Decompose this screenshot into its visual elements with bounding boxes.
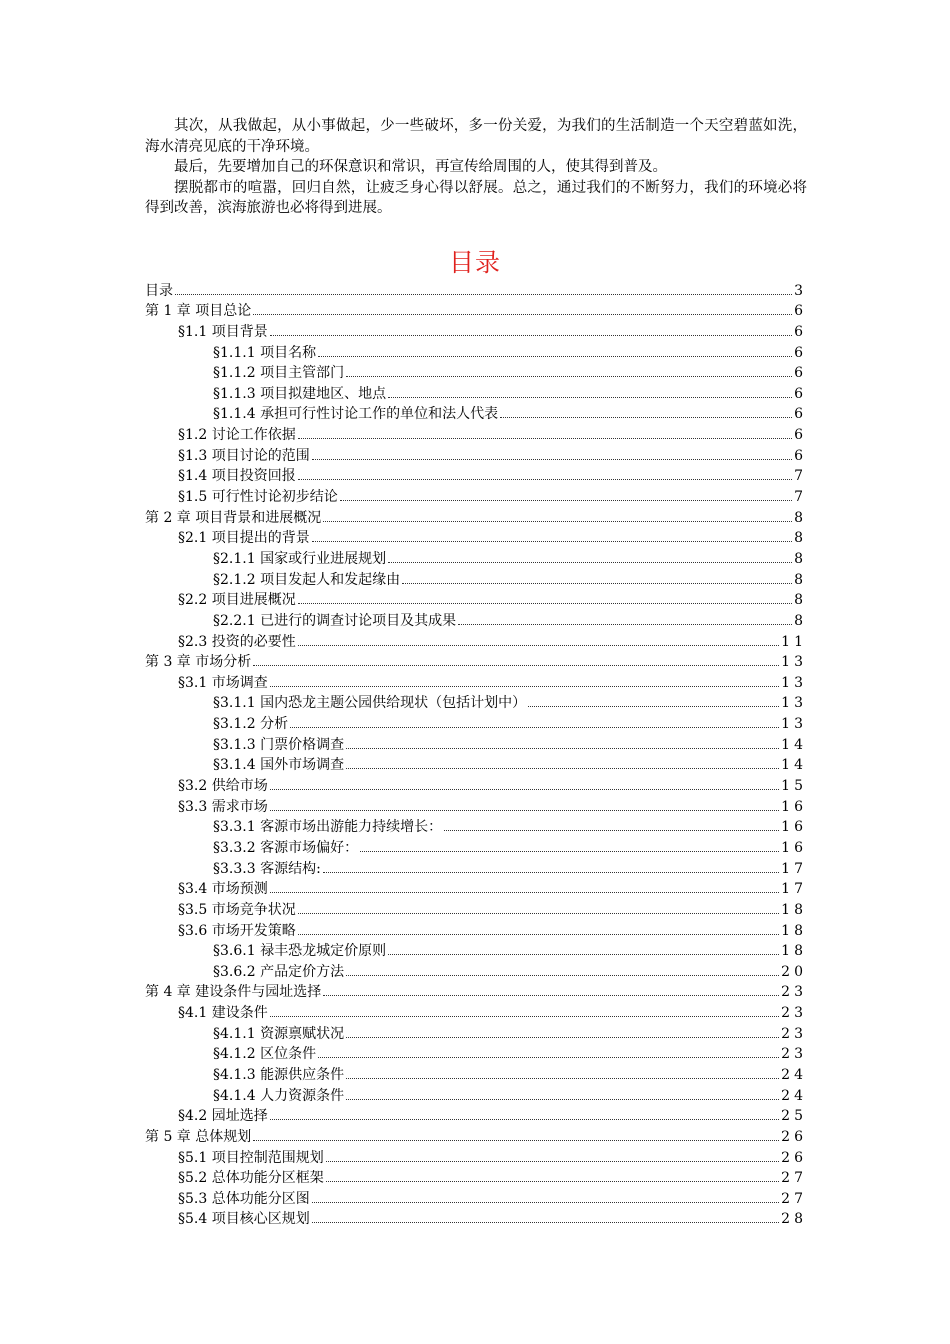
toc-page-number: 24 (781, 1087, 807, 1104)
toc-entry[interactable] (145, 1022, 807, 1043)
dot-leader (312, 1221, 779, 1223)
toc-page-number: 23 (781, 1046, 807, 1063)
dot-leader (312, 458, 792, 460)
toc-entry[interactable] (145, 403, 807, 424)
dot-leader (346, 1036, 779, 1038)
toc-page-number: 27 (781, 1170, 807, 1187)
dot-leader (290, 726, 779, 728)
dot-leader (340, 499, 792, 501)
toc-entry-label: 第 1 章 项目总论 (145, 303, 252, 320)
toc-entry-label: §4.1.4 人力资源条件 (213, 1087, 345, 1104)
toc-page-number: 24 (781, 1066, 807, 1083)
toc-page-number: 7 (794, 468, 807, 485)
toc-entry-label: §2.1.2 项目发起人和发起缘由 (213, 571, 401, 588)
dot-leader (298, 478, 792, 480)
toc-entry[interactable] (145, 1105, 807, 1126)
toc-entry-label: §4.1.2 区位条件 (213, 1046, 317, 1063)
toc-page-number: 13 (781, 654, 807, 671)
toc-page-number: 26 (781, 1128, 807, 1145)
dot-leader (346, 974, 779, 976)
dot-leader (318, 355, 792, 357)
toc-entry[interactable] (145, 919, 807, 940)
dot-leader (270, 1118, 779, 1120)
dot-leader (318, 1056, 779, 1058)
toc-entry-label: §1.2 讨论工作依据 (178, 427, 296, 444)
dot-leader (444, 829, 779, 831)
toc-page-number: 6 (794, 385, 807, 402)
dot-leader (346, 767, 779, 769)
toc-page-number: 6 (794, 323, 807, 340)
toc-entry-label: §2.2 项目进展概况 (178, 592, 296, 609)
toc-page-number: 6 (794, 365, 807, 382)
toc-entry-label: §5.4 项目核心区规划 (178, 1211, 310, 1228)
toc-entry[interactable] (145, 527, 807, 548)
toc-page-number: 17 (781, 881, 807, 898)
dot-leader (270, 891, 779, 893)
toc-page-number: 26 (781, 1149, 807, 1166)
toc-page-number: 14 (781, 757, 807, 774)
toc-entry[interactable] (145, 878, 807, 899)
table-of-contents (145, 279, 807, 1228)
toc-entry[interactable] (145, 341, 807, 362)
toc-page-number: 18 (781, 901, 807, 918)
toc-entry[interactable] (145, 630, 807, 651)
toc-entry-label: §3.6.2 产品定价方法 (213, 963, 345, 980)
toc-entry[interactable] (145, 423, 807, 444)
dot-leader (312, 540, 792, 542)
dot-leader (346, 375, 792, 377)
toc-entry[interactable] (145, 382, 807, 403)
toc-entry-label: §1.5 可行性讨论初步结论 (178, 489, 338, 506)
toc-entry-label: §1.4 项目投资回报 (178, 468, 296, 485)
dot-leader (298, 602, 792, 604)
toc-page-number: 23 (781, 1025, 807, 1042)
dot-leader (388, 953, 779, 955)
dot-leader (270, 809, 779, 811)
toc-page-number: 13 (781, 695, 807, 712)
toc-entry-label: §4.2 园址选择 (178, 1108, 268, 1125)
toc-entry-label: §4.1.3 能源供应条件 (213, 1066, 345, 1083)
toc-page-number: 16 (781, 819, 807, 836)
toc-page-number: 18 (781, 943, 807, 960)
toc-entry-label: §3.1.3 门票价格调查 (213, 736, 345, 753)
toc-entry[interactable] (145, 1043, 807, 1064)
toc-page-number: 8 (794, 530, 807, 547)
toc-entry[interactable] (145, 1084, 807, 1105)
dot-leader (326, 1160, 779, 1162)
toc-entry[interactable] (145, 671, 807, 692)
toc-entry-label: §3.1 市场调查 (178, 674, 268, 691)
toc-entry-label: §2.3 投资的必要性 (178, 633, 296, 650)
toc-entry-label: §5.3 总体功能分区图 (178, 1190, 310, 1207)
dot-leader (346, 1098, 779, 1100)
toc-entry-label: 目录 (145, 282, 173, 299)
toc-page-number: 13 (781, 674, 807, 691)
toc-page-number: 15 (781, 778, 807, 795)
toc-page-number: 7 (794, 489, 807, 506)
dot-leader (323, 871, 779, 873)
toc-entry-label: §4.1.1 资源禀赋状况 (213, 1025, 345, 1042)
toc-entry-label: §3.1.4 国外市场调查 (213, 757, 345, 774)
toc-entry[interactable] (145, 692, 807, 713)
toc-entry[interactable] (145, 1167, 807, 1188)
toc-page-number: 16 (781, 798, 807, 815)
toc-page-number: 8 (794, 550, 807, 567)
toc-entry[interactable] (145, 485, 807, 506)
dot-leader (312, 1201, 779, 1203)
toc-entry-label: §3.4 市场预测 (178, 881, 268, 898)
toc-entry-label: §1.1.1 项目名称 (213, 344, 317, 361)
dot-leader (175, 293, 792, 295)
toc-entry[interactable] (145, 1001, 807, 1022)
toc-page-number: 28 (781, 1211, 807, 1228)
toc-entry-label: §1.1.4 承担可行性讨论工作的单位和法人代表 (213, 406, 499, 423)
dot-leader (270, 685, 779, 687)
dot-leader (270, 334, 792, 336)
toc-page-number: 25 (781, 1108, 807, 1125)
dot-leader (500, 416, 792, 418)
toc-entry-label: §3.2 供给市场 (178, 778, 268, 795)
toc-entry[interactable] (145, 857, 807, 878)
toc-entry[interactable] (145, 300, 807, 321)
toc-page-number: 17 (781, 860, 807, 877)
dot-leader (270, 788, 779, 790)
paragraph-2: 最后，先要增加自己的环保意识和常识，再宣传给周围的人，使其得到普及。 (174, 159, 667, 176)
toc-entry[interactable] (145, 1187, 807, 1208)
dot-leader (346, 747, 779, 749)
toc-page-number: 6 (794, 303, 807, 320)
toc-entry-label: §4.1 建设条件 (178, 1005, 268, 1022)
toc-entry-label: §3.1.2 分析 (213, 716, 289, 733)
dot-leader (298, 644, 779, 646)
toc-entry-label: §5.1 项目控制范围规划 (178, 1149, 324, 1166)
toc-entry-label: §3.3.3 客源结构: (213, 860, 321, 877)
toc-entry-label: §2.2.1 已进行的调查讨论项目及其成果 (213, 612, 457, 629)
toc-entry-label: §3.3.2 客源市场偏好： (213, 839, 359, 856)
toc-page-number: 6 (794, 427, 807, 444)
toc-entry[interactable] (145, 1063, 807, 1084)
toc-page-number: 11 (781, 633, 807, 650)
toc-entry[interactable] (145, 651, 807, 672)
toc-entry-label: §2.1.1 国家或行业进展规划 (213, 550, 387, 567)
toc-entry[interactable] (145, 795, 807, 816)
dot-leader (458, 623, 792, 625)
dot-leader (388, 396, 792, 398)
dot-leader (253, 313, 792, 315)
toc-entry-label: 第 2 章 项目背景和进展概况 (145, 509, 322, 526)
toc-page-number: 14 (781, 736, 807, 753)
toc-entry-label: §5.2 总体功能分区框架 (178, 1170, 324, 1187)
toc-page-number: 6 (794, 344, 807, 361)
toc-entry[interactable] (145, 279, 807, 300)
toc-entry[interactable] (145, 320, 807, 341)
toc-entry[interactable] (145, 568, 807, 589)
toc-entry[interactable] (145, 547, 807, 568)
toc-entry[interactable] (145, 816, 807, 837)
toc-entry[interactable] (145, 609, 807, 630)
dot-leader (360, 850, 779, 852)
toc-page-number: 3 (794, 282, 807, 299)
dot-leader (323, 520, 792, 522)
toc-entry[interactable] (145, 940, 807, 961)
toc-page-number: 8 (794, 592, 807, 609)
dot-leader (270, 1015, 779, 1017)
toc-entry-label: §1.1.3 项目拟建地区、地点 (213, 385, 387, 402)
toc-entry[interactable] (145, 712, 807, 733)
toc-entry-label: §3.3 需求市场 (178, 798, 268, 815)
dot-leader (323, 994, 779, 996)
toc-entry-label: §3.1.1 国内恐龙主题公园供给现状（包括计划中） (213, 695, 527, 712)
toc-entry[interactable] (145, 754, 807, 775)
dot-leader (298, 912, 779, 914)
toc-entry-label: §3.6 市场开发策略 (178, 922, 296, 939)
paragraph-3: 摆脱都市的喧嚣，回归自然，让疲乏身心得以舒展。总之，通过我们的不断努力，我们的环境必将得到改善，滨海旅游也必将得到进展。 (145, 179, 807, 217)
toc-entry-label: §3.3.1 客源市场出游能力持续增长： (213, 819, 443, 836)
toc-entry[interactable] (145, 774, 807, 795)
dot-leader (253, 664, 779, 666)
toc-entry-label: 第 4 章 建设条件与园址选择 (145, 984, 322, 1001)
dot-leader (388, 561, 792, 563)
toc-entry[interactable] (145, 1208, 807, 1229)
toc-page-number: 8 (794, 612, 807, 629)
toc-page-number: 8 (794, 571, 807, 588)
toc-entry[interactable] (145, 733, 807, 754)
toc-page-number: 8 (794, 509, 807, 526)
toc-entry-label: §3.5 市场竞争状况 (178, 901, 296, 918)
toc-page-number: 27 (781, 1190, 807, 1207)
toc-entry[interactable] (145, 1125, 807, 1146)
toc-entry-label: 第 5 章 总体规划 (145, 1128, 252, 1145)
toc-page-number: 6 (794, 447, 807, 464)
toc-entry[interactable] (145, 589, 807, 610)
dot-leader (326, 1180, 779, 1182)
toc-entry[interactable] (145, 465, 807, 486)
dot-leader (528, 705, 779, 707)
dot-leader (253, 1139, 779, 1141)
dot-leader (298, 437, 792, 439)
toc-page-number: 6 (794, 406, 807, 423)
toc-entry[interactable] (145, 898, 807, 919)
toc-page-number: 23 (781, 984, 807, 1001)
dot-leader (402, 582, 792, 584)
toc-page-number: 13 (781, 716, 807, 733)
toc-entry-label: §3.6.1 禄丰恐龙城定价原则 (213, 943, 387, 960)
dot-leader (298, 933, 779, 935)
toc-page-number: 16 (781, 839, 807, 856)
toc-entry-label: 第 3 章 市场分析 (145, 654, 252, 671)
toc-entry[interactable] (145, 836, 807, 857)
toc-entry-label: §1.1 项目背景 (178, 323, 268, 340)
toc-page-number: 18 (781, 922, 807, 939)
toc-entry[interactable] (145, 362, 807, 383)
toc-page-number: 23 (781, 1005, 807, 1022)
toc-entry[interactable] (145, 444, 807, 465)
toc-entry-label: §1.3 项目讨论的范围 (178, 447, 310, 464)
dot-leader (346, 1077, 779, 1079)
body-text (145, 116, 807, 219)
toc-heading: 目录 (448, 248, 501, 277)
toc-page-number: 20 (781, 963, 807, 980)
toc-entry-label: §1.1.2 项目主管部门 (213, 365, 345, 382)
paragraph-1: 其次，从我做起，从小事做起，少一些破坏，多一份关爱，为我们的生活制造一个天空碧蓝如洗，海水清亮见底的干净环境。 (145, 118, 807, 155)
toc-entry[interactable] (145, 981, 807, 1002)
toc-entry-label: §2.1 项目提出的背景 (178, 530, 310, 547)
toc-entry[interactable] (145, 1146, 807, 1167)
toc-entry[interactable] (145, 506, 807, 527)
toc-entry[interactable] (145, 960, 807, 981)
